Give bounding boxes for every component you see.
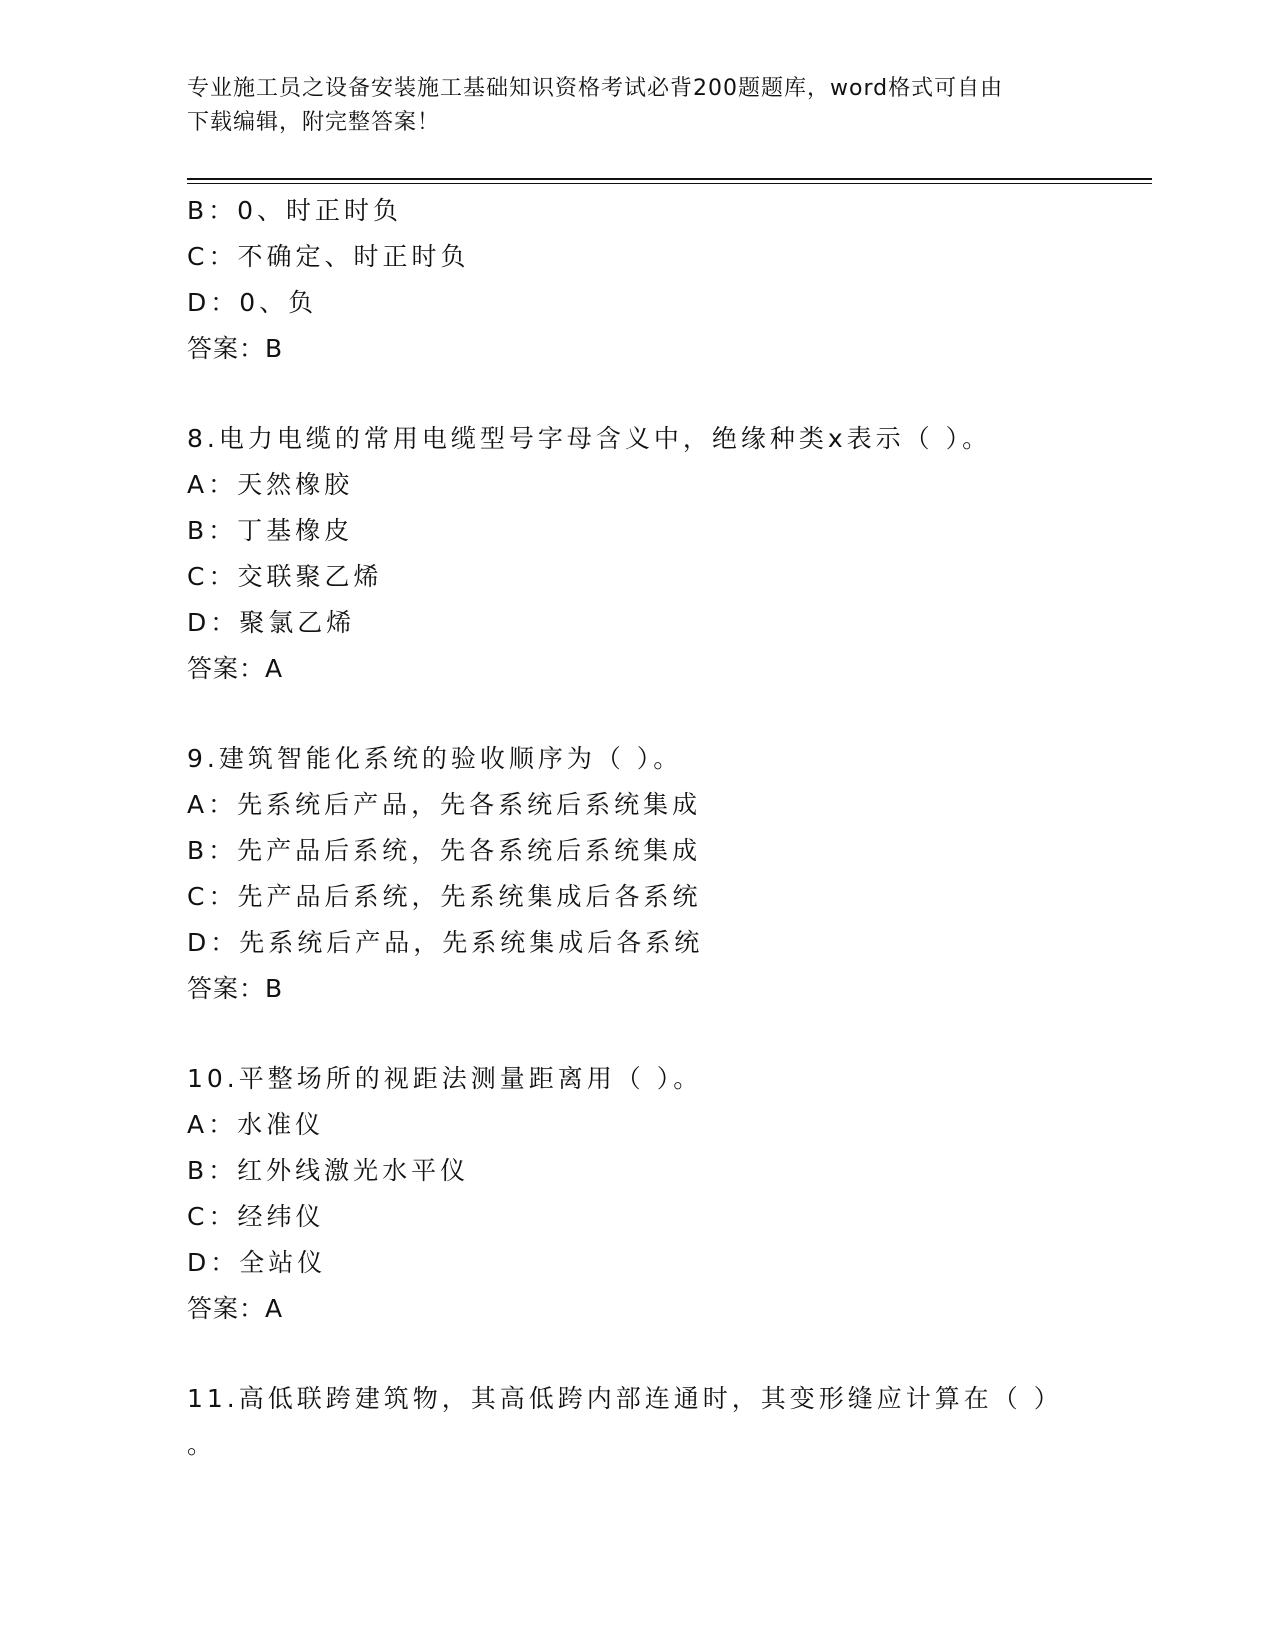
question-11-text-line-1: 11.高低联跨建筑物，其高低跨内部连通时，其变形缝应计算在（ ） bbox=[187, 1384, 1063, 1413]
question-11-block bbox=[187, 1376, 1152, 1468]
question-8-block bbox=[187, 416, 1152, 692]
question-10-option-a: A：水准仪 bbox=[187, 1110, 325, 1139]
header-title-line-1: 专业施工员之设备安装施工基础知识资格考试必背200题题库，word格式可自由 bbox=[187, 76, 1004, 101]
question-9-option-c: C：先产品后系统，先系统集成后各系统 bbox=[187, 882, 702, 911]
question-7-option-b: B：0、时正时负 bbox=[187, 196, 403, 225]
question-8-option-a: A：天然橡胶 bbox=[187, 470, 354, 499]
spacer bbox=[187, 372, 1152, 416]
question-8-option-c: C：交联聚乙烯 bbox=[187, 562, 383, 591]
question-8-option-d: D：聚氯乙烯 bbox=[187, 608, 356, 637]
question-7-option-c: C：不确定、时正时负 bbox=[187, 242, 470, 271]
question-10-option-c: C：经纬仪 bbox=[187, 1202, 325, 1231]
question-11-text-line-2: 。 bbox=[187, 1430, 217, 1459]
question-7-block bbox=[187, 188, 1152, 372]
question-9-block bbox=[187, 736, 1152, 1012]
question-10-answer: 答案：A bbox=[187, 1294, 284, 1323]
question-9-text: 9.建筑智能化系统的验收顺序为（ ）。 bbox=[187, 744, 683, 773]
question-9-option-b: B：先产品后系统，先各系统后系统集成 bbox=[187, 836, 702, 865]
question-8-answer: 答案：A bbox=[187, 654, 284, 683]
spacer bbox=[187, 1332, 1152, 1376]
question-8-option-b: B：丁基橡皮 bbox=[187, 516, 354, 545]
question-9-answer: 答案：B bbox=[187, 974, 284, 1003]
spacer bbox=[187, 692, 1152, 736]
question-10-block bbox=[187, 1056, 1152, 1332]
question-10-text: 10.平整场所的视距法测量距离用（ ）。 bbox=[187, 1064, 703, 1093]
question-8-text: 8.电力电缆的常用电缆型号字母含义中，绝缘种类x表示（ ）。 bbox=[187, 424, 992, 453]
question-list bbox=[187, 188, 1152, 1468]
question-7-option-d: D：0、负 bbox=[187, 288, 318, 317]
spacer bbox=[187, 1012, 1152, 1056]
header-divider-thin bbox=[187, 183, 1152, 184]
question-10-option-b: B：红外线激光水平仪 bbox=[187, 1156, 470, 1185]
question-10-option-d: D：全站仪 bbox=[187, 1248, 327, 1277]
question-9-option-a: A：先系统后产品，先各系统后系统集成 bbox=[187, 790, 702, 819]
document-header bbox=[187, 72, 1067, 140]
header-title-line-2: 下载编辑，附完整答案！ bbox=[187, 110, 441, 135]
question-7-answer: 答案：B bbox=[187, 334, 284, 363]
question-9-option-d: D：先系统后产品，先系统集成后各系统 bbox=[187, 928, 704, 957]
header-divider-thick bbox=[187, 178, 1152, 180]
